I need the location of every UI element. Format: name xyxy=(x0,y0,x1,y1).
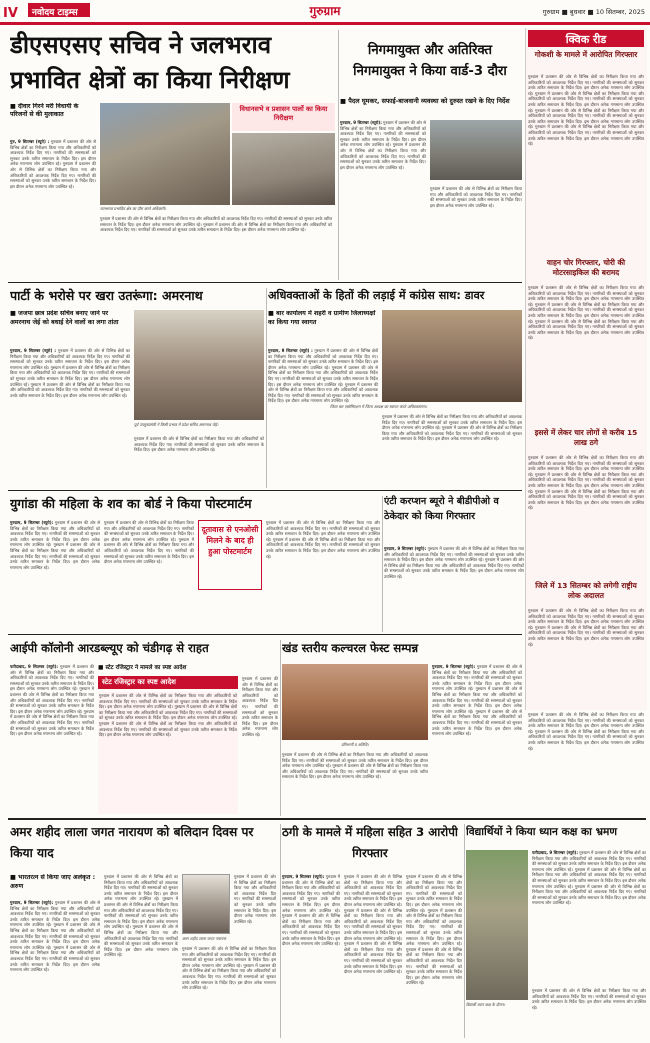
story5-body-2: गुरुग्राम में प्रशासन की ओर से विभिन्न क्षेत्रों का निरीक्षण किया गया और अधिकारियों को आवश्यक निर्देश दिए गए। नागरिकों की समस्याओं को सुनकर उनके त्वरित समाधान के निर्देश दिए। इस दौरान अनेक गणमान्य लोग उपस्थित रहे। गुरुग्राम में प्रशासन की ओर से विभिन्न क्षेत्रों का निरीक्षण किया गया और अधिकारियों को आवश्यक निर्देश दिए गए। नागरिकों की समस्याओं को सुनकर उनके त्वरित समाधान के निर्देश दिए। इस दौरान अनेक गणमान्य लोग उपस्थित रहे। xyxy=(104,520,194,565)
sidebar-item3-headline: इससे में लेकर चार लोगों से करीब 15 लाख ठगे xyxy=(534,428,638,447)
column-divider xyxy=(382,496,383,632)
story1-body-2: गुरुग्राम में प्रशासन की ओर से विभिन्न क्षेत्रों का निरीक्षण किया गया और अधिकारियों को आवश्यक निर्देश दिए गए। नागरिकों की समस्याओं को सुनकर उनके त्वरित समाधान के निर्देश दिए। इस दौरान अनेक गणमान्य लोग उपस्थित रहे। गुरुग्राम में प्रशासन की ओर से विभिन्न क्षेत्रों का निरीक्षण किया गया और अधिकारियों को आवश्यक निर्देश दिए गए। नागरिकों की समस्याओं को सुनकर उनके त्वरित समाधान के निर्देश दिए। इस दौरान अनेक गणमान्य लोग उपस्थित रहे। xyxy=(100,216,332,233)
story8-body: गुरुग्राम, 9 सितम्बर (ब्यूरो): गुरुग्राम में प्रशासन की ओर से विभिन्न क्षेत्रों का निरीक्षण किया गया और अधिकारियों को आवश्यक निर्देश दिए गए। नागरिकों की समस्याओं को सुनकर उनके त्वरित समाधान के निर्देश दिए। इस दौरान अनेक गणमान्य लोग उपस्थित रहे। गुरुग्राम में प्रशासन की ओर से विभिन्न क्षेत्रों का निरीक्षण किया गया और अधिकारियों को आवश्यक निर्देश दिए गए। नागरिकों की समस्याओं को सुनकर उनके त्वरित समाधान के निर्देश दिए। इस दौरान अनेक गणमान्य लोग उपस्थित रहे। गुरुग्राम में प्रशासन की ओर से विभिन्न क्षेत्रों का निरीक्षण किया गया और अधिकारियों को आवश्यक निर्देश दिए गए। नागरिकों की समस्याओं को सुनकर उनके त्वरित समाधान के निर्देश दिए। इस दौरान अनेक गणमान्य लोग उपस्थित रहे। xyxy=(432,664,522,737)
story2-photo xyxy=(430,120,522,180)
story3-subhead: ■ जजपा छात्र प्रदेश सचिव बनाए जाने पर अमरनाथ जेई को बधाई देने वालों का लगा तांता xyxy=(10,310,119,326)
story9-subhead: ■ भारतरत्न से किया जाए अलंकृत : अरुण xyxy=(10,874,96,890)
story7-body: फरीदाबाद, 9 सितम्बर (ब्यूरो): गुरुग्राम में प्रशासन की ओर से विभिन्न क्षेत्रों का निरीक्षण किया गया और अधिकारियों को आवश्यक निर्देश दिए गए। नागरिकों की समस्याओं को सुनकर उनके त्वरित समाधान के निर्देश दिए। इस दौरान अनेक गणमान्य लोग उपस्थित रहे। गुरुग्राम में प्रशासन की ओर से विभिन्न क्षेत्रों का निरीक्षण किया गया और अधिकारियों को आवश्यक निर्देश दिए गए। नागरिकों की समस्याओं को सुनकर उनके त्वरित समाधान के निर्देश दिए। इस दौरान अनेक गणमान्य लोग उपस्थित रहे। गुरुग्राम में प्रशासन की ओर से विभिन्न क्षेत्रों का निरीक्षण किया गया और अधिकारियों को आवश्यक निर्देश दिए गए। नागरिकों की समस्याओं को सुनकर उनके त्वरित समाधान के निर्देश दिए। इस दौरान अनेक गणमान्य लोग उपस्थित रहे। xyxy=(10,664,94,737)
story9-headline: अमर शहीद लाला जगत नारायण को बलिदान दिवस पर किया याद xyxy=(10,825,254,860)
story4-body-2: गुरुग्राम में प्रशासन की ओर से विभिन्न क्षेत्रों का निरीक्षण किया गया और अधिकारियों को आवश्यक निर्देश दिए गए। नागरिकों की समस्याओं को सुनकर उनके त्वरित समाधान के निर्देश दिए। इस दौरान अनेक गणमान्य लोग उपस्थित रहे। गुरुग्राम में प्रशासन की ओर से विभिन्न क्षेत्रों का निरीक्षण किया गया और अधिकारियों को आवश्यक निर्देश दिए गए। नागरिकों की समस्याओं को सुनकर उनके त्वरित समाधान के निर्देश दिए। इस दौरान अनेक गणमान्य लोग उपस्थित रहे। xyxy=(382,414,522,442)
column-divider xyxy=(266,288,267,488)
sidebar-title: क्विक रीड xyxy=(528,30,644,47)
story10-body-3: गुरुग्राम में प्रशासन की ओर से विभिन्न क्षेत्रों का निरीक्षण किया गया और अधिकारियों को आवश्यक निर्देश दिए गए। नागरिकों की समस्याओं को सुनकर उनके त्वरित समाधान के निर्देश दिए। इस दौरान अनेक गणमान्य लोग उपस्थित रहे। गुरुग्राम में प्रशासन की ओर से विभिन्न क्षेत्रों का निरीक्षण किया गया और अधिकारियों को आवश्यक निर्देश दिए गए। नागरिकों की समस्याओं को सुनकर उनके त्वरित समाधान के निर्देश दिए। इस दौरान अनेक गणमान्य लोग उपस्थित रहे। गुरुग्राम में प्रशासन की ओर से विभिन्न क्षेत्रों का निरीक्षण किया गया और अधिकारियों को आवश्यक निर्देश दिए गए। नागरिकों की समस्याओं को सुनकर उनके त्वरित समाधान के निर्देश दिए। इस दौरान अनेक गणमान्य लोग उपस्थित रहे। xyxy=(406,874,462,986)
masthead-rule xyxy=(0,22,650,25)
story2-headline: निगमायुक्त और अतिरिक्त निगमायुक्त ने किया वार्ड-3 दौरा xyxy=(353,43,507,79)
sidebar-item2-body: गुरुग्राम में प्रशासन की ओर से विभिन्न क्षेत्रों का निरीक्षण किया गया और अधिकारियों को आवश्यक निर्देश दिए गए। नागरिकों की समस्याओं को सुनकर उनके त्वरित समाधान के निर्देश दिए। इस दौरान अनेक गणमान्य लोग उपस्थित रहे। गुरुग्राम में प्रशासन की ओर से विभिन्न क्षेत्रों का निरीक्षण किया गया और अधिकारियों को आवश्यक निर्देश दिए गए। नागरिकों की समस्याओं को सुनकर उनके त्वरित समाधान के निर्देश दिए। इस दौरान अनेक गणमान्य लोग उपस्थित रहे। गुरुग्राम में प्रशासन की ओर से विभिन्न क्षेत्रों का निरीक्षण किया गया और अधिकारियों को आवश्यक निर्देश दिए गए। नागरिकों की समस्याओं को सुनकर उनके त्वरित समाधान के निर्देश दिए। इस दौरान अनेक गणमान्य लोग उपस्थित रहे। xyxy=(528,285,644,341)
column-divider xyxy=(280,824,281,1038)
story4-subhead: ■ बार कार्यालय में शहरी व ग्रामीण जिलाध्यक्षों का किया गया स्वागत xyxy=(268,310,376,326)
story1-photo xyxy=(100,103,230,205)
sidebar-item3-body: गुरुग्राम में प्रशासन की ओर से विभिन्न क्षेत्रों का निरीक्षण किया गया और अधिकारियों को आवश्यक निर्देश दिए गए। नागरिकों की समस्याओं को सुनकर उनके त्वरित समाधान के निर्देश दिए। इस दौरान अनेक गणमान्य लोग उपस्थित रहे। गुरुग्राम में प्रशासन की ओर से विभिन्न क्षेत्रों का निरीक्षण किया गया और अधिकारियों को आवश्यक निर्देश दिए गए। नागरिकों की समस्याओं को सुनकर उनके त्वरित समाधान के निर्देश दिए। इस दौरान अनेक गणमान्य लोग उपस्थित रहे। गुरुग्राम में प्रशासन की ओर से विभिन्न क्षेत्रों का निरीक्षण किया गया और अधिकारियों को आवश्यक निर्देश दिए गए। नागरिकों की समस्याओं को सुनकर उनके त्वरित समाधान के निर्देश दिए। इस दौरान अनेक गणमान्य लोग उपस्थित रहे। xyxy=(528,455,644,511)
sidebar-item4-body: गुरुग्राम में प्रशासन की ओर से विभिन्न क्षेत्रों का निरीक्षण किया गया और अधिकारियों को आवश्यक निर्देश दिए गए। नागरिकों की समस्याओं को सुनकर उनके त्वरित समाधान के निर्देश दिए। इस दौरान अनेक गणमान्य लोग उपस्थित रहे। गुरुग्राम में प्रशासन की ओर से विभिन्न क्षेत्रों का निरीक्षण किया गया और अधिकारियों को आवश्यक निर्देश दिए गए। नागरिकों की समस्याओं को सुनकर उनके त्वरित समाधान के निर्देश दिए। इस दौरान अनेक गणमान्य लोग उपस्थित रहे। xyxy=(528,608,644,647)
story6-body: गुरुग्राम, 9 सितम्बर (ब्यूरो): गुरुग्राम में प्रशासन की ओर से विभिन्न क्षेत्रों का निरीक्षण किया गया और अधिकारियों को आवश्यक निर्देश दिए गए। नागरिकों की समस्याओं को सुनकर उनके त्वरित समाधान के निर्देश दिए। इस दौरान अनेक गणमान्य लोग उपस्थित रहे। गुरुग्राम में प्रशासन की ओर से विभिन्न क्षेत्रों का निरीक्षण किया गया और अधिकारियों को आवश्यक निर्देश दिए गए। नागरिकों की समस्याओं को सुनकर उनके त्वरित समाधान के निर्देश दिए। इस दौरान अनेक गणमान्य लोग उपस्थित रहे। xyxy=(384,546,524,579)
story4-photo-caption: जिला बार एसोसिएशन में जिला अध्यक्ष का स्वागत करते अधिवक्तागण। xyxy=(330,404,428,409)
story7-box-title: स्टेट रजिस्ट्रार का स्पष्ट आदेश xyxy=(98,676,238,689)
story5-body: गुरुग्राम, 9 सितम्बर (ब्यूरो): गुरुग्राम में प्रशासन की ओर से विभिन्न क्षेत्रों का निरीक्षण किया गया और अधिकारियों को आवश्यक निर्देश दिए गए। नागरिकों की समस्याओं को सुनकर उनके त्वरित समाधान के निर्देश दिए। इस दौरान अनेक गणमान्य लोग उपस्थित रहे। गुरुग्राम में प्रशासन की ओर से विभिन्न क्षेत्रों का निरीक्षण किया गया और अधिकारियों को आवश्यक निर्देश दिए गए। नागरिकों की समस्याओं को सुनकर उनके त्वरित समाधान के निर्देश दिए। इस दौरान अनेक गणमान्य लोग उपस्थित रहे। xyxy=(10,520,100,570)
story1-body: गुरु, 9 सितम्बर (ब्यूरो) : गुरुग्राम में प्रशासन की ओर से विभिन्न क्षेत्रों का निरीक्षण किया गया और अधिकारियों को आवश्यक निर्देश दिए गए। नागरिकों की समस्याओं को सुनकर उनके त्वरित समाधान के निर्देश दिए। इस दौरान अनेक गणमान्य लोग उपस्थित रहे। गुरुग्राम में प्रशासन की ओर से विभिन्न क्षेत्रों का निरीक्षण किया गया और अधिकारियों को आवश्यक निर्देश दिए गए। नागरिकों की समस्याओं को सुनकर उनके त्वरित समाधान के निर्देश दिए। इस दौरान अनेक गणमान्य लोग उपस्थित रहे। xyxy=(10,139,96,189)
column-divider xyxy=(338,30,339,280)
story8-body-2: गुरुग्राम में प्रशासन की ओर से विभिन्न क्षेत्रों का निरीक्षण किया गया और अधिकारियों को आवश्यक निर्देश दिए गए। नागरिकों की समस्याओं को सुनकर उनके त्वरित समाधान के निर्देश दिए। इस दौरान अनेक गणमान्य लोग उपस्थित रहे। गुरुग्राम में प्रशासन की ओर से विभिन्न क्षेत्रों का निरीक्षण किया गया और अधिकारियों को आवश्यक निर्देश दिए गए। नागरिकों की समस्याओं को सुनकर उनके त्वरित समाधान के निर्देश दिए। इस दौरान अनेक गणमान्य लोग उपस्थित रहे। xyxy=(282,752,428,780)
story9-photo xyxy=(182,874,230,934)
story3-photo-caption: पूर्व उपमुख्यमंत्री ने किसी प्रभाव में प्रदेश सचिव अमरनाथ जेई। xyxy=(134,422,219,427)
story11-body-2: गुरुग्राम में प्रशासन की ओर से विभिन्न क्षेत्रों का निरीक्षण किया गया और अधिकारियों को आवश्यक निर्देश दिए गए। नागरिकों की समस्याओं को सुनकर उनके त्वरित समाधान के निर्देश दिए। इस दौरान अनेक गणमान्य लोग उपस्थित रहे। xyxy=(532,988,646,1010)
story4-headline: अधिवक्ताओं के हितों की लड़ाई में कांग्रेस साथ: डावर xyxy=(268,289,485,302)
story6-headline: एंटी करप्शन ब्यूरो ने बीडीपीओ व ठेकेदार को किया गिरफ्तार xyxy=(384,496,499,522)
story11-photo-caption: विद्यार्थी ध्यान कक्ष के दौरान। xyxy=(466,1002,506,1007)
section-rule-1 xyxy=(8,282,522,283)
story1-photo-caption: जलभराव प्रभावित क्षेत्र का दौरा करते अधिकारी। xyxy=(100,206,167,211)
story3-headline: पार्टी के भरोसे पर खरा उतरूंगा: अमरनाथ xyxy=(10,288,203,303)
story5-pull-quote: दूतावास से एनओसी मिलने के बाद ही हुआ पोस्टमार्टम xyxy=(198,520,262,590)
section-rule-4 xyxy=(8,818,646,820)
story10-body: गुरुग्राम, 9 सितम्बर (ब्यूरो): गुरुग्राम में प्रशासन की ओर से विभिन्न क्षेत्रों का निरीक्षण किया गया और अधिकारियों को आवश्यक निर्देश दिए गए। नागरिकों की समस्याओं को सुनकर उनके त्वरित समाधान के निर्देश दिए। इस दौरान अनेक गणमान्य लोग उपस्थित रहे। गुरुग्राम में प्रशासन की ओर से विभिन्न क्षेत्रों का निरीक्षण किया गया और अधिकारियों को आवश्यक निर्देश दिए गए। नागरिकों की समस्याओं को सुनकर उनके त्वरित समाधान के निर्देश दिए। इस दौरान अनेक गणमान्य लोग उपस्थित रहे। xyxy=(282,874,340,947)
sidebar-item2-headline: वाहन चोर गिरफ्तार, चोरी की मोटरसाइकिल की बरामद xyxy=(546,258,626,277)
page-number: IV xyxy=(3,6,18,21)
story8-photo xyxy=(282,664,428,740)
sidebar-item1-body: गुरुग्राम में प्रशासन की ओर से विभिन्न क्षेत्रों का निरीक्षण किया गया और अधिकारियों को आवश्यक निर्देश दिए गए। नागरिकों की समस्याओं को सुनकर उनके त्वरित समाधान के निर्देश दिए। इस दौरान अनेक गणमान्य लोग उपस्थित रहे। गुरुग्राम में प्रशासन की ओर से विभिन्न क्षेत्रों का निरीक्षण किया गया और अधिकारियों को आवश्यक निर्देश दिए गए। नागरिकों की समस्याओं को सुनकर उनके त्वरित समाधान के निर्देश दिए। इस दौरान अनेक गणमान्य लोग उपस्थित रहे। गुरुग्राम में प्रशासन की ओर से विभिन्न क्षेत्रों का निरीक्षण किया गया और अधिकारियों को आवश्यक निर्देश दिए गए। नागरिकों की समस्याओं को सुनकर उनके त्वरित समाधान के निर्देश दिए। इस दौरान अनेक गणमान्य लोग उपस्थित रहे। गुरुग्राम में प्रशासन की ओर से विभिन्न क्षेत्रों का निरीक्षण किया गया और अधिकारियों को आवश्यक निर्देश दिए गए। नागरिकों की समस्याओं को सुनकर उनके त्वरित समाधान के निर्देश दिए। इस दौरान अनेक गणमान्य लोग उपस्थित रहे। xyxy=(528,74,644,147)
story10-body-2: गुरुग्राम में प्रशासन की ओर से विभिन्न क्षेत्रों का निरीक्षण किया गया और अधिकारियों को आवश्यक निर्देश दिए गए। नागरिकों की समस्याओं को सुनकर उनके त्वरित समाधान के निर्देश दिए। इस दौरान अनेक गणमान्य लोग उपस्थित रहे। गुरुग्राम में प्रशासन की ओर से विभिन्न क्षेत्रों का निरीक्षण किया गया और अधिकारियों को आवश्यक निर्देश दिए गए। नागरिकों की समस्याओं को सुनकर उनके त्वरित समाधान के निर्देश दिए। इस दौरान अनेक गणमान्य लोग उपस्थित रहे। गुरुग्राम में प्रशासन की ओर से विभिन्न क्षेत्रों का निरीक्षण किया गया और अधिकारियों को आवश्यक निर्देश दिए गए। नागरिकों की समस्याओं को सुनकर उनके त्वरित समाधान के निर्देश दिए। इस दौरान अनेक गणमान्य लोग उपस्थित रहे। xyxy=(344,874,402,975)
story1-box-title: विधानसभे व प्रशासन पालों का किया निरीक्षण xyxy=(232,103,335,131)
story9-body-3: गुरुग्राम में प्रशासन की ओर से विभिन्न क्षेत्रों का निरीक्षण किया गया और अधिकारियों को आवश्यक निर्देश दिए गए। नागरिकों की समस्याओं को सुनकर उनके त्वरित समाधान के निर्देश दिए। इस दौरान अनेक गणमान्य लोग उपस्थित रहे। xyxy=(234,874,276,924)
story7-subhead: ■ स्टेट रजिस्ट्रार ने मामले का स्पष्ट आदेश xyxy=(98,665,187,671)
story2-body-2: गुरुग्राम में प्रशासन की ओर से विभिन्न क्षेत्रों का निरीक्षण किया गया और अधिकारियों को आवश्यक निर्देश दिए गए। नागरिकों की समस्याओं को सुनकर उनके त्वरित समाधान के निर्देश दिए। इस दौरान अनेक गणमान्य लोग उपस्थित रहे। xyxy=(430,186,522,208)
story11-body: फरीदाबाद, 9 सितम्बर (ब्यूरो): गुरुग्राम में प्रशासन की ओर से विभिन्न क्षेत्रों का निरीक्षण किया गया और अधिकारियों को आवश्यक निर्देश दिए गए। नागरिकों की समस्याओं को सुनकर उनके त्वरित समाधान के निर्देश दिए। इस दौरान अनेक गणमान्य लोग उपस्थित रहे। गुरुग्राम में प्रशासन की ओर से विभिन्न क्षेत्रों का निरीक्षण किया गया और अधिकारियों को आवश्यक निर्देश दिए गए। नागरिकों की समस्याओं को सुनकर उनके त्वरित समाधान के निर्देश दिए। इस दौरान अनेक गणमान्य लोग उपस्थित रहे। गुरुग्राम में प्रशासन की ओर से विभिन्न क्षेत्रों का निरीक्षण किया गया और अधिकारियों को आवश्यक निर्देश दिए गए। नागरिकों की समस्याओं को सुनकर उनके त्वरित समाधान के निर्देश दिए। इस दौरान अनेक गणमान्य लोग उपस्थित रहे। xyxy=(532,850,646,906)
region-title: गुरुग्राम xyxy=(309,4,341,18)
story9-body: गुरुग्राम, 9 सितम्बर (ब्यूरो): गुरुग्राम में प्रशासन की ओर से विभिन्न क्षेत्रों का निरीक्षण किया गया और अधिकारियों को आवश्यक निर्देश दिए गए। नागरिकों की समस्याओं को सुनकर उनके त्वरित समाधान के निर्देश दिए। इस दौरान अनेक गणमान्य लोग उपस्थित रहे। गुरुग्राम में प्रशासन की ओर से विभिन्न क्षेत्रों का निरीक्षण किया गया और अधिकारियों को आवश्यक निर्देश दिए गए। नागरिकों की समस्याओं को सुनकर उनके त्वरित समाधान के निर्देश दिए। इस दौरान अनेक गणमान्य लोग उपस्थित रहे। गुरुग्राम में प्रशासन की ओर से विभिन्न क्षेत्रों का निरीक्षण किया गया और अधिकारियों को आवश्यक निर्देश दिए गए। नागरिकों की समस्याओं को सुनकर उनके त्वरित समाधान के निर्देश दिए। इस दौरान अनेक गणमान्य लोग उपस्थित रहे। xyxy=(10,900,100,973)
column-divider xyxy=(280,640,281,816)
story10-headline: ठगी के मामले में महिला सहित 3 आरोपी गिरफ्तार xyxy=(282,825,458,860)
sidebar-item1-headline: गोकशी के मामले में आरोपित गिरफ्तार xyxy=(534,50,638,59)
story9-body-4: गुरुग्राम में प्रशासन की ओर से विभिन्न क्षेत्रों का निरीक्षण किया गया और अधिकारियों को आवश्यक निर्देश दिए गए। नागरिकों की समस्याओं को सुनकर उनके त्वरित समाधान के निर्देश दिए। इस दौरान अनेक गणमान्य लोग उपस्थित रहे। गुरुग्राम में प्रशासन की ओर से विभिन्न क्षेत्रों का निरीक्षण किया गया और अधिकारियों को आवश्यक निर्देश दिए गए। नागरिकों की समस्याओं को सुनकर उनके त्वरित समाधान के निर्देश दिए। इस दौरान अनेक गणमान्य लोग उपस्थित रहे। xyxy=(182,946,276,991)
sidebar-item4-body-cont: गुरुग्राम में प्रशासन की ओर से विभिन्न क्षेत्रों का निरीक्षण किया गया और अधिकारियों को आवश्यक निर्देश दिए गए। नागरिकों की समस्याओं को सुनकर उनके त्वरित समाधान के निर्देश दिए। इस दौरान अनेक गणमान्य लोग उपस्थित रहे। गुरुग्राम में प्रशासन की ओर से विभिन्न क्षेत्रों का निरीक्षण किया गया और अधिकारियों को आवश्यक निर्देश दिए गए। नागरिकों की समस्याओं को सुनकर उनके त्वरित समाधान के निर्देश दिए। इस दौरान अनेक गणमान्य लोग उपस्थित रहे। xyxy=(528,712,644,751)
story1-photo-2 xyxy=(232,133,335,205)
story11-headline: विद्यार्थियों ने किया ध्यान कक्ष का भ्रमण xyxy=(466,826,618,838)
story8-headline: खंड स्तरीय कल्चरल फेस्ट सम्पन्न xyxy=(282,641,419,655)
story7-body-2: गुरुग्राम में प्रशासन की ओर से विभिन्न क्षेत्रों का निरीक्षण किया गया और अधिकारियों को आवश्यक निर्देश दिए गए। नागरिकों की समस्याओं को सुनकर उनके त्वरित समाधान के निर्देश दिए। इस दौरान अनेक गणमान्य लोग उपस्थित रहे। xyxy=(242,676,278,737)
section-rule-2 xyxy=(8,490,522,491)
story4-body: गुरुग्राम, 9 सितम्बर (ब्यूरो) : गुरुग्राम में प्रशासन की ओर से विभिन्न क्षेत्रों का निरीक्षण किया गया और अधिकारियों को आवश्यक निर्देश दिए गए। नागरिकों की समस्याओं को सुनकर उनके त्वरित समाधान के निर्देश दिए। इस दौरान अनेक गणमान्य लोग उपस्थित रहे। गुरुग्राम में प्रशासन की ओर से विभिन्न क्षेत्रों का निरीक्षण किया गया और अधिकारियों को आवश्यक निर्देश दिए गए। नागरिकों की समस्याओं को सुनकर उनके त्वरित समाधान के निर्देश दिए। इस दौरान अनेक गणमान्य लोग उपस्थित रहे। गुरुग्राम में प्रशासन की ओर से विभिन्न क्षेत्रों का निरीक्षण किया गया और अधिकारियों को आवश्यक निर्देश दिए गए। नागरिकों की समस्याओं को सुनकर उनके त्वरित समाधान के निर्देश दिए। इस दौरान अनेक गणमान्य लोग उपस्थित रहे। xyxy=(268,348,378,404)
dateline: गुरुग्राम ■ बुधवार ■ 10 सितम्बर, 2025 xyxy=(542,8,645,16)
masthead xyxy=(0,0,650,26)
story9-photo-caption: अमर शहीद लाला जगत नारायण xyxy=(182,936,226,941)
story2-subhead: ■ पैदल घूमकर, सफाई-बाजवानी व्यवस्था को दुरुस्त रखने के दिए निर्देश xyxy=(340,97,510,105)
story5-body-3: गुरुग्राम में प्रशासन की ओर से विभिन्न क्षेत्रों का निरीक्षण किया गया और अधिकारियों को आवश्यक निर्देश दिए गए। नागरिकों की समस्याओं को सुनकर उनके त्वरित समाधान के निर्देश दिए। इस दौरान अनेक गणमान्य लोग उपस्थित रहे। गुरुग्राम में प्रशासन की ओर से विभिन्न क्षेत्रों का निरीक्षण किया गया और अधिकारियों को आवश्यक निर्देश दिए गए। नागरिकों की समस्याओं को सुनकर उनके त्वरित समाधान के निर्देश दिए। इस दौरान अनेक गणमान्य लोग उपस्थित रहे। xyxy=(266,520,380,559)
story9-body-2: गुरुग्राम में प्रशासन की ओर से विभिन्न क्षेत्रों का निरीक्षण किया गया और अधिकारियों को आवश्यक निर्देश दिए गए। नागरिकों की समस्याओं को सुनकर उनके त्वरित समाधान के निर्देश दिए। इस दौरान अनेक गणमान्य लोग उपस्थित रहे। गुरुग्राम में प्रशासन की ओर से विभिन्न क्षेत्रों का निरीक्षण किया गया और अधिकारियों को आवश्यक निर्देश दिए गए। नागरिकों की समस्याओं को सुनकर उनके त्वरित समाधान के निर्देश दिए। इस दौरान अनेक गणमान्य लोग उपस्थित रहे। गुरुग्राम में प्रशासन की ओर से विभिन्न क्षेत्रों का निरीक्षण किया गया और अधिकारियों को आवश्यक निर्देश दिए गए। नागरिकों की समस्याओं को सुनकर उनके त्वरित समाधान के निर्देश दिए। इस दौरान अनेक गणमान्य लोग उपस्थित रहे। xyxy=(104,874,178,958)
story2-body: गुरुग्राम, 9 सितम्बर (ब्यूरो): गुरुग्राम में प्रशासन की ओर से विभिन्न क्षेत्रों का निरीक्षण किया गया और अधिकारियों को आवश्यक निर्देश दिए गए। नागरिकों की समस्याओं को सुनकर उनके त्वरित समाधान के निर्देश दिए। इस दौरान अनेक गणमान्य लोग उपस्थित रहे। गुरुग्राम में प्रशासन की ओर से विभिन्न क्षेत्रों का निरीक्षण किया गया और अधिकारियों को आवश्यक निर्देश दिए गए। नागरिकों की समस्याओं को सुनकर उनके त्वरित समाधान के निर्देश दिए। इस दौरान अनेक गणमान्य लोग उपस्थित रहे। xyxy=(340,120,426,170)
sidebar-item4-headline: जिले में 13 सितम्बर को लगेगी राष्ट्रीय लोक अदालत xyxy=(535,581,637,600)
paper-name: नवोदय टाइम्स xyxy=(28,3,90,17)
story7-headline: आईपी कॉलोनी आरडब्ल्यूए को चंडीगढ़ से राहत xyxy=(10,641,209,655)
section-rule-3 xyxy=(8,634,522,635)
story1-subhead: ■ दीवार गिरने मरी विधायी के परिजनों से की मुलाकात xyxy=(10,103,79,118)
column-divider xyxy=(464,824,465,1038)
story5-headline: युगांडा की महिला के शव का बोर्ड ने किया पोस्टमार्टम xyxy=(10,496,252,511)
story8-photo-caption: प्रतिभागी व अतिथि। xyxy=(341,742,369,747)
story11-photo xyxy=(466,850,528,1000)
story3-photo xyxy=(134,310,264,420)
story3-body: गुरुग्राम, 9 सितम्बर (ब्यूरो) : गुरुग्राम में प्रशासन की ओर से विभिन्न क्षेत्रों का निरीक्षण किया गया और अधिकारियों को आवश्यक निर्देश दिए गए। नागरिकों की समस्याओं को सुनकर उनके त्वरित समाधान के निर्देश दिए। इस दौरान अनेक गणमान्य लोग उपस्थित रहे। गुरुग्राम में प्रशासन की ओर से विभिन्न क्षेत्रों का निरीक्षण किया गया और अधिकारियों को आवश्यक निर्देश दिए गए। नागरिकों की समस्याओं को सुनकर उनके त्वरित समाधान के निर्देश दिए। इस दौरान अनेक गणमान्य लोग उपस्थित रहे। गुरुग्राम में प्रशासन की ओर से विभिन्न क्षेत्रों का निरीक्षण किया गया और अधिकारियों को आवश्यक निर्देश दिए गए। नागरिकों की समस्याओं को सुनकर उनके त्वरित समाधान के निर्देश दिए। इस दौरान अनेक गणमान्य लोग उपस्थित रहे। xyxy=(10,348,130,398)
story1-headline: डीएसएसए सचिव ने जलभराव प्रभावित क्षेत्रों का किया निरीक्षण xyxy=(10,31,290,94)
story4-photo xyxy=(382,310,522,402)
story3-body-2: गुरुग्राम में प्रशासन की ओर से विभिन्न क्षेत्रों का निरीक्षण किया गया और अधिकारियों को आवश्यक निर्देश दिए गए। नागरिकों की समस्याओं को सुनकर उनके त्वरित समाधान के निर्देश दिए। इस दौरान अनेक गणमान्य लोग उपस्थित रहे। xyxy=(134,436,264,453)
story7-box-body: गुरुग्राम में प्रशासन की ओर से विभिन्न क्षेत्रों का निरीक्षण किया गया और अधिकारियों को आवश्यक निर्देश दिए गए। नागरिकों की समस्याओं को सुनकर उनके त्वरित समाधान के निर्देश दिए। इस दौरान अनेक गणमान्य लोग उपस्थित रहे। गुरुग्राम में प्रशासन की ओर से विभिन्न क्षेत्रों का निरीक्षण किया गया और अधिकारियों को आवश्यक निर्देश दिए गए। नागरिकों की समस्याओं को सुनकर उनके त्वरित समाधान के निर्देश दिए। इस दौरान अनेक गणमान्य लोग उपस्थित रहे। गुरुग्राम में प्रशासन की ओर से विभिन्न क्षेत्रों का निरीक्षण किया गया और अधिकारियों को आवश्यक निर्देश दिए गए। नागरिकों की समस्याओं को सुनकर उनके त्वरित समाधान के निर्देश दिए। इस दौरान अनेक गणमान्य लोग उपस्थित रहे। xyxy=(98,692,238,814)
